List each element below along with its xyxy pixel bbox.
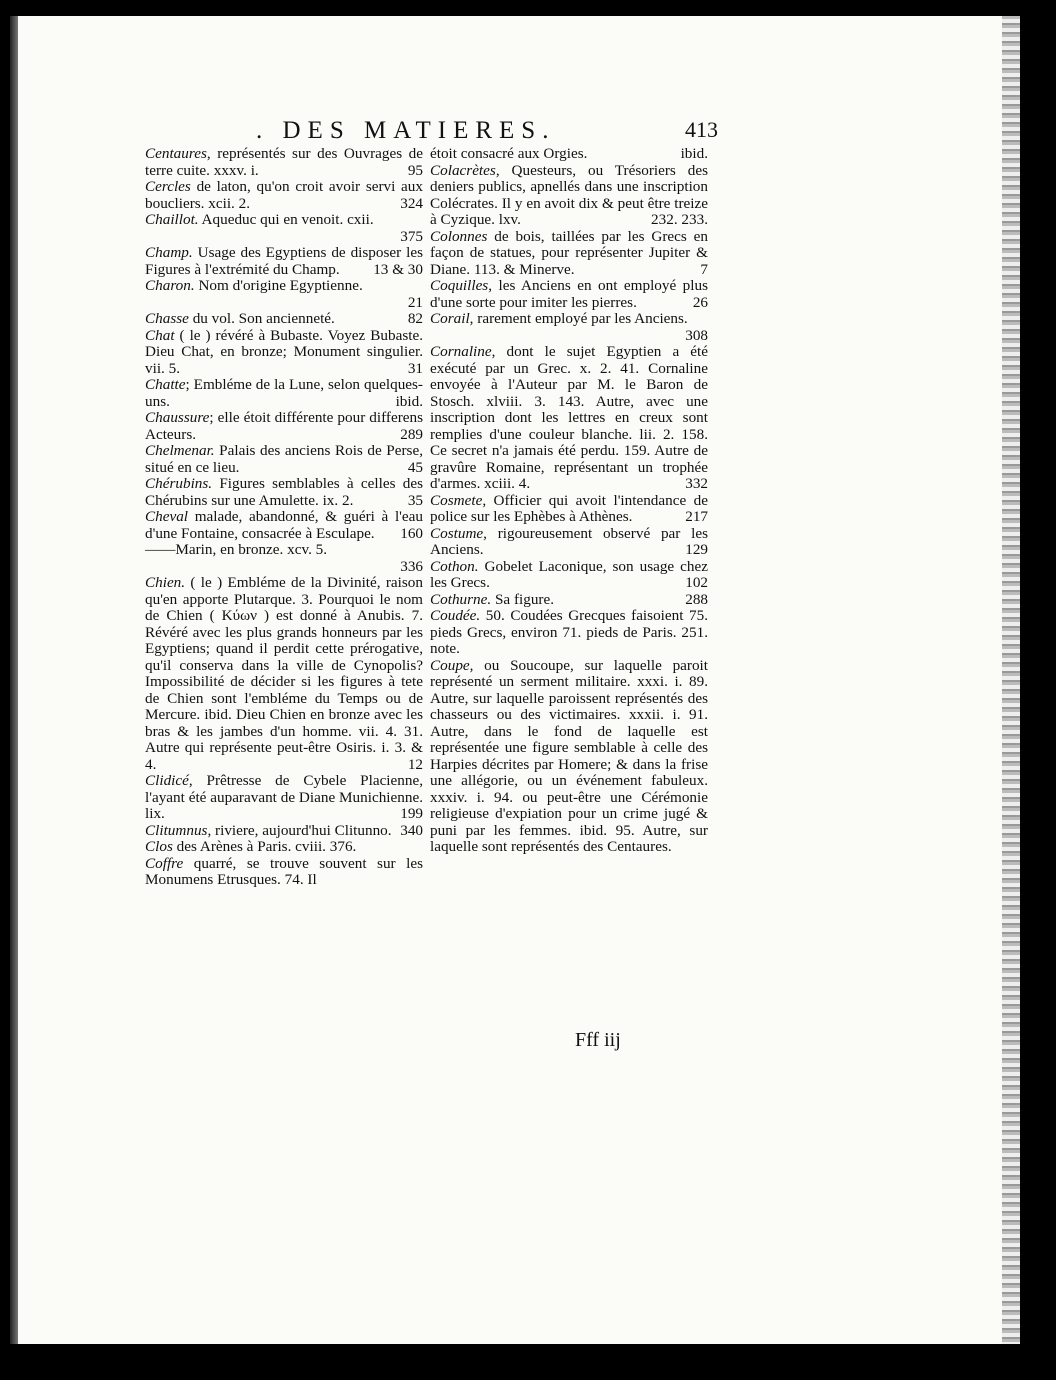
- index-headword: Chelmenar.: [145, 442, 215, 459]
- page-fore-edge: [1002, 16, 1020, 1344]
- index-page-reference: 7: [700, 260, 708, 278]
- index-page-reference: 129: [685, 541, 708, 558]
- index-entry-text: malade, abandonné, & guéri à l'eau d'une Fontaine, consacrée à Esculape.: [145, 508, 423, 542]
- index-entry: [145, 410, 423, 443]
- index-page-reference: 289: [400, 425, 423, 443]
- index-entry: [430, 229, 708, 279]
- index-entry-text: , rarement employé par les Anciens.: [469, 310, 688, 327]
- index-entry: [145, 773, 423, 823]
- index-page-reference: ibid.: [680, 145, 708, 162]
- index-page-reference: 82: [407, 310, 423, 327]
- index-entry-text: ; Embléme de la Lune, selon quelques-uns.: [145, 376, 423, 410]
- index-entry-text: ——Marin, en bronze. xcv. 5.: [145, 541, 328, 558]
- index-page-reference: 375: [400, 227, 423, 245]
- index-entry: [430, 526, 708, 559]
- index-page-reference: 13 & 30: [373, 260, 423, 278]
- index-headword: Chien.: [145, 574, 186, 591]
- index-entry-text: Usage des Egyptiens de disposer les Figures à l'extrémité du Champ.: [145, 244, 423, 278]
- index-entry-text: , riviere, aujourd'hui Clitunno.: [207, 821, 392, 839]
- index-page-reference: 308: [685, 326, 708, 344]
- index-entry-text: , dont le sujet Egyptien a été exécuté par un Grec. x. 2. 41. Cornaline envoyée à l'Auteur par M. le Baron de Stosch. xlviii. 3. 143. Autre, avec une inscription dont les lettres en creux sont remplies d'une couleur blanche. lii. 2. 158. Ce secret n'a jamais été perdu. 159. Autre de gravûre Romaine, représentant un trophée d'armes. xciii. 4.: [430, 343, 708, 492]
- index-entry: [430, 493, 708, 526]
- index-headword: Coffre: [145, 854, 184, 872]
- index-entry-text: Palais des anciens Rois de Perse, situé en ce lieu.: [145, 442, 423, 476]
- index-entry-text: , Prêtresse de Cybele Placienne, l'ayant été auparavant de Diane Munichienne. lix.: [145, 772, 423, 822]
- index-entry: [430, 658, 708, 856]
- index-headword: Chasse: [145, 310, 189, 327]
- index-entry-text: , représentés sur des Ouvrages de terre cuite. xxxv. i.: [145, 145, 423, 179]
- index-entry-text: étoit consacré aux Orgies.: [430, 145, 588, 162]
- index-headword: Coudée.: [430, 607, 481, 624]
- index-entry-text: du vol. Son ancienneté.: [188, 310, 335, 327]
- index-entry-text: ( le ) Embléme de la Divinité, raison qu'en apporte Plutarque. 3. Pourquoi le nom de Chien ( Κύων ) est donné à Anubis. 7. Révéré avec les plus grands honneurs par les Egyptiens; quand il perdit cette prérogative, qu'il conserva dans la ville de Cynopolis? Impossibilité de décider si les figures à tete de Chien sont l'embléme du Temps ou de Mercure. ibid. Dieu Chien en bronze avec les bras & les jambes d'un homme. vii. 4. 31. Autre qui représente peut-être Osiris. i. 3. & 4.: [145, 574, 423, 773]
- index-headword: Cheval: [145, 508, 189, 525]
- index-entry-text: de bois, taillées par les Grecs en façon de statues, pour représenter Jupiter & Diane. 113. & Minerve.: [430, 227, 708, 278]
- index-headword: Coupe: [430, 656, 470, 674]
- index-entry-text: ; elle étoit différente pour differens Acteurs.: [145, 409, 423, 443]
- index-entry-text: Aqueduc qui en venoit. cxii.: [198, 211, 374, 228]
- index-headword: Chat: [145, 326, 175, 344]
- index-page-reference: 21: [407, 293, 423, 311]
- index-page-reference: 45: [407, 458, 423, 476]
- index-column-right: [430, 146, 708, 856]
- index-entry: [145, 476, 423, 509]
- index-page-reference: 31: [407, 359, 423, 377]
- index-entry-text: des Arènes à Paris. cviii. 376.: [172, 838, 357, 855]
- index-page-reference: 102: [685, 574, 708, 591]
- index-headword: Colacrètes: [430, 161, 496, 179]
- index-headword: Cothurne.: [430, 590, 492, 608]
- index-entry-text: , rigoureusement observé par les Anciens.: [430, 524, 708, 558]
- index-page-reference: 288: [685, 590, 708, 608]
- index-page-reference: 199: [400, 805, 423, 822]
- index-headword: Charon.: [145, 277, 195, 294]
- running-title: . DES MATIERES.: [256, 117, 556, 144]
- index-headword: Chaussure: [145, 409, 210, 426]
- index-entry-text: , Officier qui avoit l'intendance de police sur les Ephèbes à Athènes.: [430, 491, 708, 525]
- index-entry: [145, 311, 423, 328]
- index-entry: [145, 823, 423, 840]
- index-entry: [430, 163, 708, 229]
- index-headword: Clidicé: [145, 772, 189, 789]
- index-entry: [145, 443, 423, 476]
- index-entry: [430, 592, 708, 609]
- index-entry: [145, 212, 423, 245]
- index-entry-text: 50. Coudées Grecques faisoient 75. pieds Grecs, environ 71. pieds de Paris. 251. note.: [430, 607, 708, 657]
- index-entry-text: Gobelet Laconique, son usage chez les Grecs.: [430, 557, 708, 591]
- index-headword: Cothon.: [430, 557, 479, 575]
- index-entry: [145, 575, 423, 773]
- page-number: 413: [685, 117, 718, 142]
- index-entry: [430, 278, 708, 311]
- index-page-reference: 217: [685, 508, 708, 525]
- index-entry-text: Sa figure.: [491, 590, 555, 608]
- index-entry: [430, 311, 708, 344]
- index-page-reference: 336: [400, 557, 423, 575]
- index-page-reference: 332: [685, 475, 708, 492]
- index-entry-text: de laton, qu'on croit avoir servi aux boucliers. xcii. 2.: [145, 178, 423, 212]
- page-gutter-shadow: [10, 16, 18, 1344]
- index-entry-text: , Questeurs, ou Trésoriers des deniers publics, apnellés dans une inscription Colécrates. Il y en avoit dix & peut être treize à Cyzique. lxv.: [430, 161, 708, 228]
- index-entry: [145, 278, 423, 311]
- index-headword: Costume: [430, 524, 484, 542]
- index-entry: [430, 146, 708, 163]
- index-headword: Centaures: [145, 145, 207, 162]
- index-headword: Clitumnus: [145, 821, 208, 839]
- index-page-reference: 324: [400, 194, 423, 212]
- index-headword: Cosmete: [430, 491, 483, 509]
- index-entry: [145, 542, 423, 575]
- index-column-left: [145, 146, 423, 889]
- index-headword: Chatte: [145, 376, 186, 393]
- signature-mark: Fff iij: [575, 1029, 621, 1051]
- index-entry: [145, 856, 423, 889]
- index-headword: Chaillot.: [145, 211, 199, 228]
- index-entry: [145, 146, 423, 179]
- index-entry: [145, 839, 423, 856]
- index-headword: Champ.: [145, 244, 193, 261]
- index-page-reference: 232. 233.: [651, 211, 708, 228]
- index-entry: [145, 377, 423, 410]
- index-page-reference: ibid.: [395, 392, 423, 410]
- index-entry: [145, 245, 423, 278]
- index-entry-text: quarré, se trouve souvent sur les Monumens Etrusques. 74. Il: [145, 854, 423, 888]
- index-page-reference: 160: [400, 524, 423, 542]
- index-headword: Cornaline: [430, 343, 492, 360]
- index-entry: [145, 328, 423, 378]
- index-entry-text: Nom d'origine Egyptienne.: [194, 277, 363, 294]
- index-entry: [430, 608, 708, 658]
- index-page-reference: 95: [407, 161, 423, 179]
- index-page-reference: 12: [407, 755, 423, 773]
- index-entry: [145, 509, 423, 542]
- index-entry-text: , ou Soucoupe, sur laquelle paroit représenté un serment militaire. xxxi. i. 89. Autre, sur laquelle paroissent représentés des chasseurs ou des victimaires. xxxii. i. 91. Autre, dans le fond de laquelle est représentée une figure semblable à celle des Harpies décrites par Homere; & dans la frise une allégorie, ou un événement fabuleux. xxxiv. i. 94. ou peut-être une Cérémonie religieuse d'expiation pour un crime jugé & puni par les femmes. ibid. 95. Autre, sur laquelle sont représentés des Centaures.: [430, 656, 708, 855]
- index-page-reference: 26: [692, 293, 708, 311]
- index-headword: Cercles: [145, 178, 191, 195]
- index-page-reference: 35: [407, 491, 423, 509]
- index-entry: [430, 344, 708, 493]
- index-headword: Coquilles: [430, 277, 489, 294]
- index-entry-text: , les Anciens en ont employé plus d'une sorte pour imiter les pierres.: [430, 277, 708, 311]
- index-entry-text: Figures semblables à celles des Chérubins sur une Amulette. ix. 2.: [145, 475, 423, 509]
- index-headword: Clos: [145, 838, 173, 855]
- index-entry-text: ( le ) révéré à Bubaste. Voyez Bubaste. Dieu Chat, en bronze; Monument singulier. vii. 5.: [145, 326, 423, 377]
- index-headword: Chérubins.: [145, 475, 213, 492]
- index-headword: Colonnes: [430, 227, 488, 245]
- index-headword: Corail: [430, 310, 470, 327]
- index-page-reference: 340: [400, 821, 423, 839]
- index-entry: [145, 179, 423, 212]
- index-entry: [430, 559, 708, 592]
- book-page: [10, 16, 1020, 1344]
